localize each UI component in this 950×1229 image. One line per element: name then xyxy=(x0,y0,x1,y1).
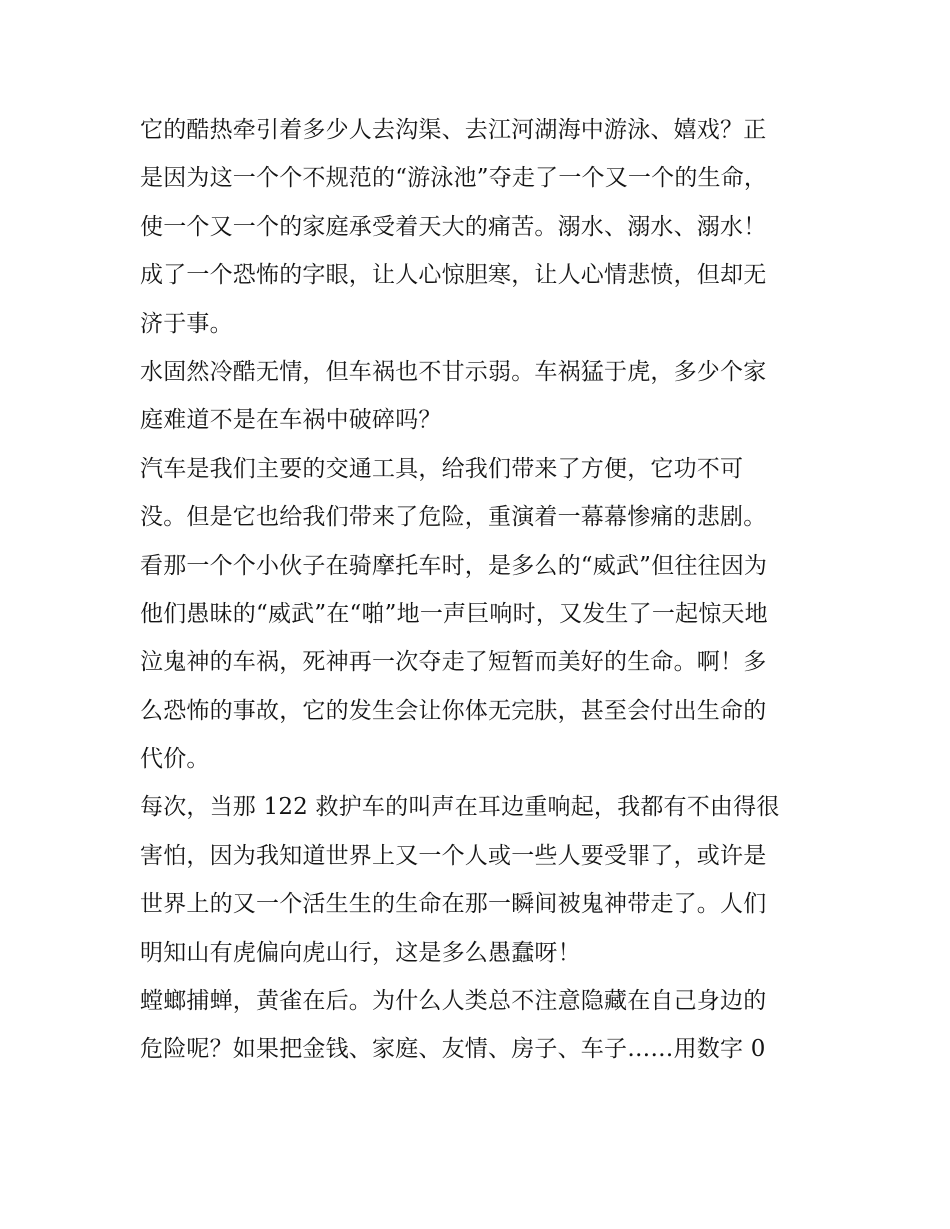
text-line: 么恐怖的事故，它的发生会让你体无完肤，甚至会付出生命的 xyxy=(140,697,767,724)
text-line: 汽车是我们主要的交通工具，给我们带来了方便，它功不可 xyxy=(140,455,744,482)
text-line: 水固然冷酷无情，但车祸也不甘示弱。车祸猛于虎，多少个家 xyxy=(140,358,767,385)
text-line: 每次，当那 122 救护车的叫声在耳边重响起，我都有不由得很 xyxy=(140,794,780,821)
text-line: 庭难道不是在车祸中破碎吗？ xyxy=(140,407,442,434)
text-line: 没。但是它也给我们带来了危险，重演着一幕幕惨痛的悲剧。 xyxy=(140,504,767,531)
text-line: 他们愚昧的“威武”在“啪”地一声巨响时，又发生了一起惊天地 xyxy=(140,600,768,627)
text-line: 世界上的又一个活生生的生命在那一瞬间被鬼神带走了。人们 xyxy=(140,891,767,918)
document-body xyxy=(140,106,820,1074)
text-line: 危险呢？如果把金钱、家庭、友情、房子、车子……用数字 0 xyxy=(140,1036,766,1063)
text-line: 害怕，因为我知道世界上又一个人或一些人要受罪了，或许是 xyxy=(140,842,767,869)
text-line: 是因为这一个个不规范的“游泳池”夺走了一个又一个的生命， xyxy=(140,165,768,192)
text-line: 螳螂捕蝉，黄雀在后。为什么人类总不注意隐藏在自己身边的 xyxy=(140,988,767,1015)
text-line: 济于事。 xyxy=(140,310,233,337)
text-line: 它的酷热牵引着多少人去沟渠、去江河湖海中游泳、嬉戏？正 xyxy=(140,117,767,143)
text-line: 看那一个个小伙子在骑摩托车时，是多么的“威武”但往往因为 xyxy=(140,552,768,579)
text-line: 代价。 xyxy=(140,746,210,773)
text-line: 使一个又一个的家庭承受着天大的痛苦。溺水、溺水、溺水！ xyxy=(140,213,767,240)
text-line: 成了一个恐怖的字眼，让人心惊胆寒，让人心情悲愤，但却无 xyxy=(140,262,767,289)
text-line: 明知山有虎偏向虎山行，这是多么愚蠢呀！ xyxy=(140,939,581,966)
text-line: 泣鬼神的车祸，死神再一次夺走了短暂而美好的生命。啊！多 xyxy=(140,649,767,676)
